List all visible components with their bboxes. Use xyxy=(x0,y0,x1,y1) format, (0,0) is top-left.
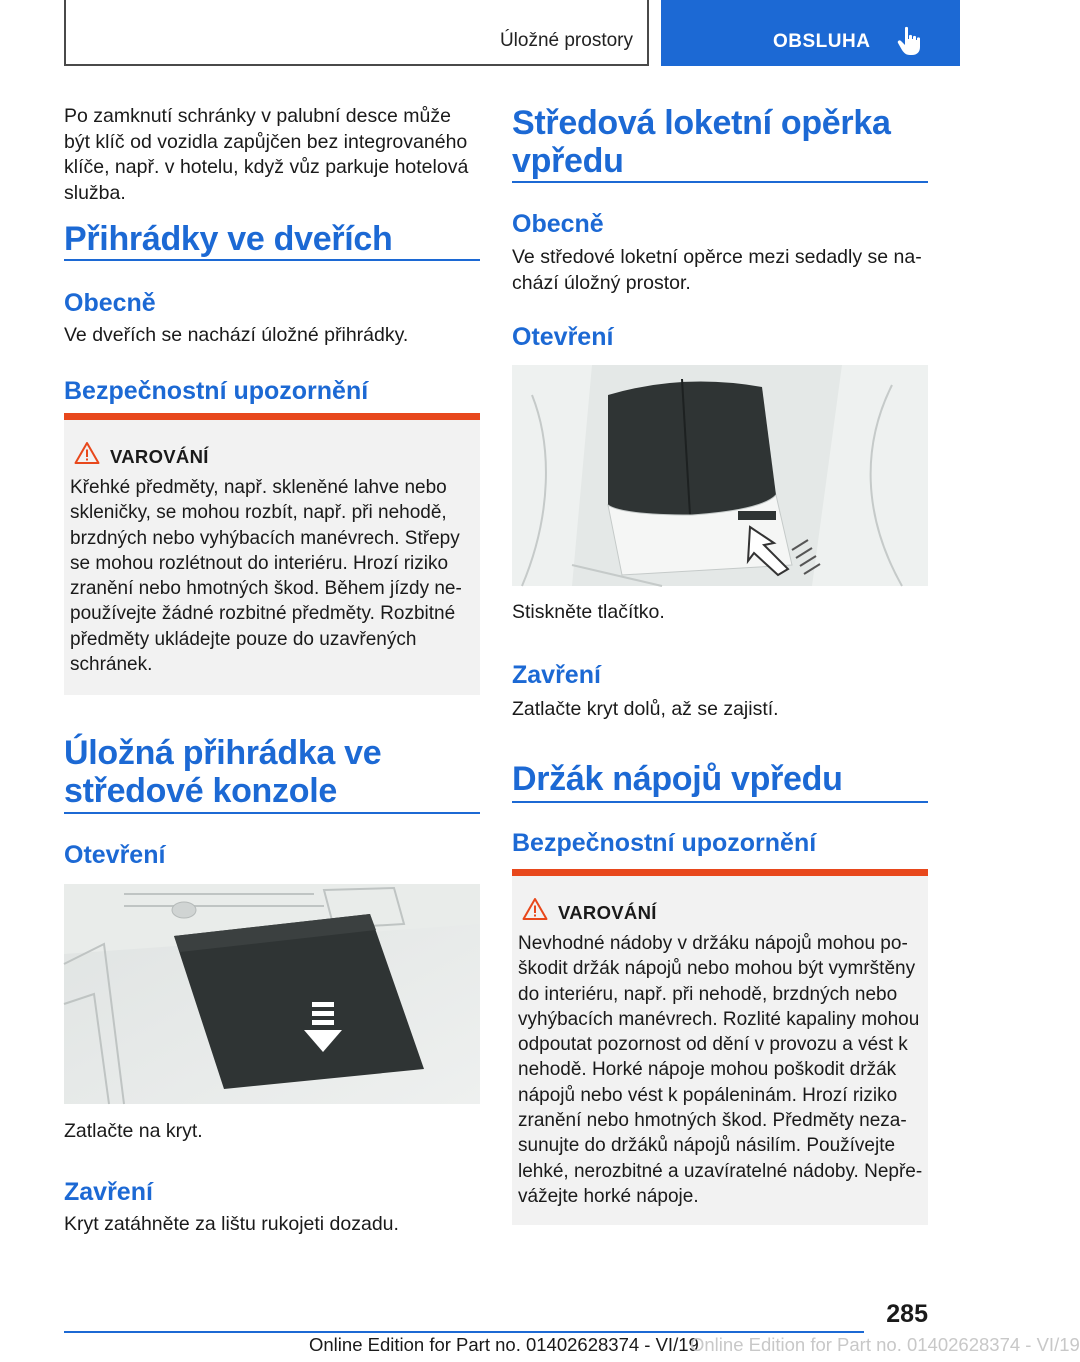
door-general-text: Ve dveřích se nachází úložné přihrádky. xyxy=(64,324,409,346)
door-compartments-title: Přihrádky ve dveřích xyxy=(64,220,393,258)
footer-rule xyxy=(64,1331,864,1333)
armrest-general-line: chází úložný prostor. xyxy=(512,271,691,294)
warning-line: nápojů nebo vést k popáleninám. Hrozí riziko xyxy=(518,1084,898,1106)
console-close-text: Kryt zatáhněte za lištu rukojeti dozadu. xyxy=(64,1213,399,1235)
armrest-open-title: Otevření xyxy=(512,323,614,351)
warning-label: VAROVÁNÍ xyxy=(558,902,657,923)
warning-line: do interiéru, např. při nehodě, brzdných nebo xyxy=(518,983,898,1005)
warning-line: vyhýbacích manévrech. Rozlité kapaliny mohou xyxy=(518,1008,920,1030)
intro-paragraph: Po zamknutí schránky v palubní desce může být klíč od vozidla zapůjčen bez integrovaného klíče, např. v hotelu, když vůz parkuje hotelová služba. xyxy=(64,105,469,204)
armrest-general-line: Ve středové loketní opěrce mezi sedadly se na- xyxy=(512,246,922,268)
page-number: 285 xyxy=(886,1300,928,1328)
door-safety-title: Bezpečnostní upozornění xyxy=(64,377,369,405)
title-rule xyxy=(64,812,480,814)
armrest-close-title: Zavření xyxy=(512,661,601,689)
chapter-tab-label: OBSLUHA xyxy=(773,31,871,52)
warning-line: odpoutat pozornost od dění v provozu a vést k xyxy=(518,1034,908,1056)
warning-line: Nevhodné nádoby v držáku nápojů mohou po- xyxy=(518,933,908,954)
door-general-title: Obecně xyxy=(64,289,156,317)
warning-line: brzdných nebo vyhýbacích manévrech. Střepy xyxy=(70,527,460,549)
watermark-text: Online Edition for Part no. 01402628374 - VI/19 xyxy=(690,1334,1080,1355)
warning-line: zranění nebo hmotných škod. Předměty neza- xyxy=(518,1110,907,1132)
armrest-title-line: Středová loketní opěrka xyxy=(512,104,891,142)
page-header xyxy=(0,0,960,66)
console-close-title: Zavření xyxy=(64,1178,153,1206)
warning-line: vážejte horké nápoje. xyxy=(518,1185,699,1207)
console-title-line: Úložná přihrádka ve xyxy=(64,734,382,772)
warning-line: zranění nebo hmotných škod. Během jízdy ne- xyxy=(70,578,462,600)
warning-line: nehodě. Horké nápoje mohou poškodit držák xyxy=(518,1059,897,1081)
warning-line: sunujte do držáků nápojů násilím. Používejte xyxy=(518,1135,896,1157)
chapter-tab[interactable] xyxy=(661,0,960,66)
armrest-close-text: Zatlačte kryt dolů, až se zajistí. xyxy=(512,698,779,720)
warning-box xyxy=(64,413,480,695)
warning-label: VAROVÁNÍ xyxy=(110,446,209,467)
hand-pointer-icon xyxy=(896,26,924,56)
console-open-caption: Zatlačte na kryt. xyxy=(64,1120,203,1142)
warning-line: lehké, nerozbitné a uzavíratelné nádoby. Nepře- xyxy=(518,1160,923,1182)
title-rule xyxy=(64,259,480,261)
console-cover-illustration xyxy=(64,884,480,1104)
warning-triangle-icon xyxy=(74,441,100,465)
armrest-title xyxy=(512,104,891,180)
title-rule xyxy=(512,181,928,183)
armrest-general-text xyxy=(512,245,922,296)
cupholder-title: Držák nápojů vpředu xyxy=(512,760,843,798)
armrest-general-title: Obecně xyxy=(512,210,604,238)
warning-line: se mohou rozlétnout do interiéru. Hrozí riziko xyxy=(70,552,449,574)
warning-line: skleničky, se mohou rozbít, např. při nehodě, xyxy=(70,502,447,524)
armrest-title-line: vpředu xyxy=(512,142,624,180)
warning-line: předměty ukládejte pouze do uzavřených xyxy=(70,628,417,650)
warning-text xyxy=(70,475,462,677)
armrest-illustration xyxy=(512,365,928,586)
warning-line: škodit držák nápojů nebo mohou být vymrštěny xyxy=(518,958,916,980)
warning-line: používejte žádné rozbitné předměty. Rozbitné xyxy=(70,603,456,625)
warning-triangle-icon xyxy=(522,897,548,921)
console-illustration-graphic xyxy=(64,884,480,1104)
warning-line: schránek. xyxy=(70,654,153,676)
console-title-line: středové konzole xyxy=(64,772,337,810)
cupholder-safety-title: Bezpečnostní upozornění xyxy=(512,829,817,857)
edition-text: Online Edition for Part no. 01402628374 - VI/19 xyxy=(309,1334,699,1355)
console-open-title: Otevření xyxy=(64,841,166,869)
title-rule xyxy=(512,801,928,803)
warning-text xyxy=(518,931,922,1209)
armrest-illustration-graphic xyxy=(512,365,928,586)
warning-line: Křehké předměty, např. skleněné lahve nebo xyxy=(70,477,447,498)
section-title-box xyxy=(64,0,649,66)
armrest-open-caption: Stiskněte tlačítko. xyxy=(512,601,665,623)
warning-box xyxy=(512,869,928,1225)
console-compartment-title xyxy=(64,734,381,810)
section-title: Úložné prostory xyxy=(499,30,633,51)
